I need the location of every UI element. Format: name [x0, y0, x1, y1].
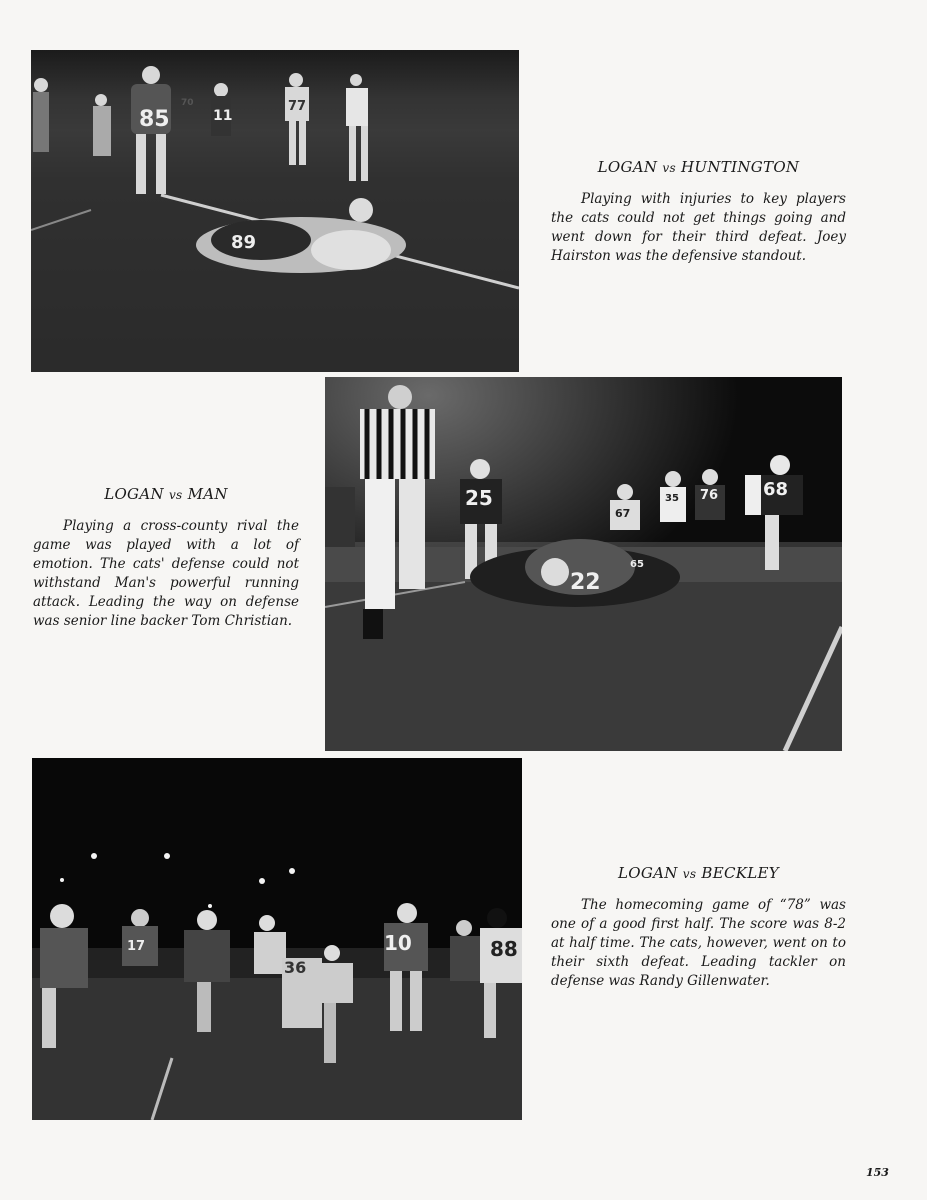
caption-huntington	[551, 158, 846, 266]
caption-man	[33, 485, 299, 631]
team-home: LOGAN	[104, 485, 164, 503]
game-title	[551, 158, 846, 176]
game-title	[551, 864, 846, 882]
game-title	[33, 485, 299, 503]
jersey-number: 36	[284, 958, 307, 977]
jersey-number: 10	[384, 931, 412, 955]
jersey-number: 89	[231, 232, 257, 253]
game-summary: The homecoming game of “78” was one of a good first half. The score was 8-2 at half time. The cats, however, went on to their sixth defeat. Leading tackler on defense was Randy Gillenwater.	[551, 897, 846, 989]
photo-huntington-game	[31, 50, 519, 372]
page-number: 153	[866, 1166, 889, 1179]
jersey-number: 77	[288, 99, 307, 114]
team-away: MAN	[187, 485, 228, 503]
jersey-number: 70	[181, 98, 194, 108]
jersey-number: 76	[700, 488, 719, 503]
team-home: LOGAN	[618, 864, 678, 882]
versus-label: vs	[662, 161, 676, 175]
team-away: HUNTINGTON	[681, 158, 800, 176]
photo-beckley-game	[32, 758, 522, 1120]
jersey-number: 11	[213, 108, 233, 124]
game-summary: Playing a cross-county rival the game was played with a lot of emotion. The cats' defense could not withstand Man's powerful running attack. Leading the way on defense was senior line backer Tom Christian.	[33, 518, 299, 629]
jersey-number: 17	[127, 939, 146, 954]
team-away: BECKLEY	[701, 864, 779, 882]
versus-label: vs	[168, 488, 183, 502]
versus-label: vs	[682, 867, 697, 881]
jersey-number: 25	[465, 486, 493, 510]
jersey-number: 88	[490, 937, 518, 961]
team-home: LOGAN	[597, 158, 658, 176]
jersey-number: 67	[615, 507, 631, 520]
jersey-number: 68	[763, 479, 789, 500]
jersey-number: 85	[139, 107, 170, 132]
photo-man-game	[325, 377, 842, 751]
jersey-number: 65	[630, 559, 644, 570]
jersey-number: 22	[570, 570, 601, 595]
caption-beckley	[551, 864, 846, 991]
game-summary: Playing with injuries to key players the cats could not get things going and went down for their third defeat. Joey Hairston was the defensive standout.	[551, 191, 846, 264]
jersey-number: 35	[665, 493, 679, 504]
